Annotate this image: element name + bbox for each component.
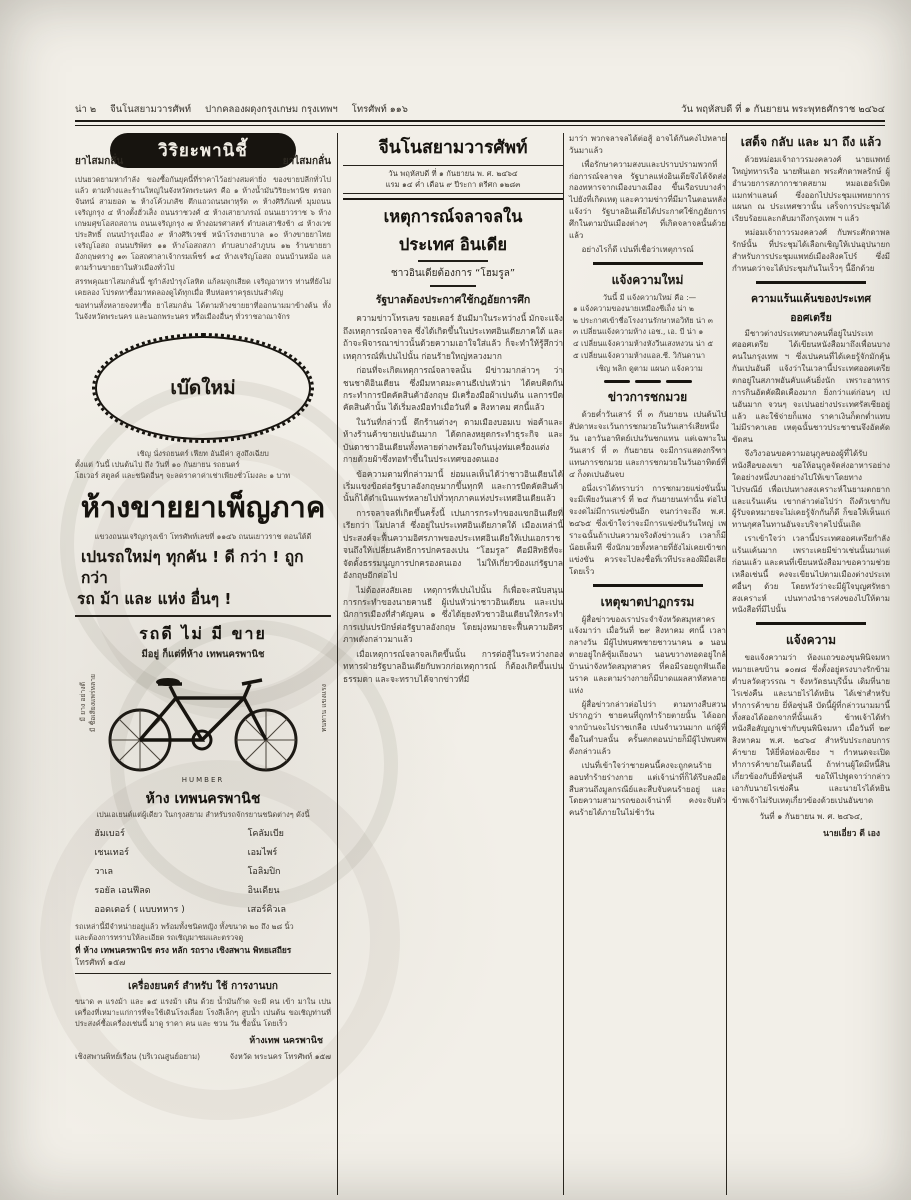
new-notices-intro: วันนี้ มี แจ้งความใหม่ คือ :— bbox=[602, 292, 697, 302]
bike-ad-headline: รถดี ไม่ มี ขาย bbox=[139, 623, 267, 643]
masthead-rule bbox=[343, 198, 563, 200]
car-slogan-1: เปนรถใหม่ๆ ทุกคัน ! ดี กว่า ! ถูก กว่า bbox=[81, 548, 304, 588]
section-divider-rule bbox=[756, 622, 866, 625]
austria-headline-1: ความแร้นแค้นของประเทศ bbox=[750, 292, 872, 305]
boxing-headline: ข่าวการชกมวย bbox=[607, 390, 688, 405]
car-ad-line2: ตั้งแต่ วันนี้ เปนต้นไป ถึง วันที่ ๑๐ กันยายน รถยนตร์ bbox=[75, 460, 240, 470]
ads-column bbox=[75, 133, 331, 1195]
viriya-ad-banner: วิริยะพานิชี้ bbox=[110, 133, 296, 168]
masthead-date-1: วัน พฤหัสบดี ที่ ๑ กันยายน พ. ศ. ๒๔๖๔ bbox=[388, 169, 518, 178]
ad-divider-rule bbox=[75, 615, 331, 617]
austria-paragraph: มีชาวต่างประเทศบางคนที่อยู่ในประเทศออศเตรีย ได้เขียนหนังสือมาถึงเพื่อนบางคนในกรุงเทพ ฯ ซึ่งเปนคนที่ได้เคยรู้จักมักคุ้นกันเปนอันดี แจ้งว่าในเวลานี้ประเทศออศเตรียตกอยู่ในสภาพอันคับแค้นยิ่งนัก เพราะอาหารการกินอัตคัดฝืดเคืองมาก ยิ่งกว่าแต่ก่อนๆ เปนอันมาก จวนๆ จะเปนอย่างประเทศรัสเซียอยู่แล้ว และใช้จ่ายก็แพง ราคาเงินก็ตกต่ำแทบไม่มีราคาเลย เหตุฉนั้นชาวประชาชนจึงอัตคัดขัดสน bbox=[732, 328, 890, 445]
austria-headline-2: ออศเตรีย bbox=[790, 311, 832, 324]
murder-headline: เหตุฆาตปาฏกรรม bbox=[600, 594, 695, 609]
decorative-rule bbox=[569, 380, 726, 384]
austria-paragraph: เราเข้าใจว่า เวลานี้ประเทศออศเตรียกำลังแร้นแค้นมาก เพราะเคยมีข่าวเช่นนั้นมาแต่ก่อนแล้ว และคนที่เขียนหนังสือมาขอความช่วยเหลือเช่นนี้ คงจะเขียนไปตามเมืองต่างประเทศอื่นๆ ด้วย โดยหวังว่าจะมีผู้ใจบุญศรัทธาสงเคราะห์ เปนทางนำธารส่งของไปให้ตามหนังสือที่มีไปนั้น bbox=[732, 534, 890, 615]
masthead: จีนโนสยามวารศัพท์ bbox=[378, 138, 528, 158]
bike-brand-caption: HUMBER bbox=[181, 775, 225, 784]
brand-left: วาเล bbox=[94, 867, 114, 878]
page-number: น่า ๒ bbox=[75, 104, 97, 115]
bike-after-2: และต้องการทราบให้ละเอียด รถเชิญมาชมและตรวจดู bbox=[75, 932, 244, 942]
announcement-body: ขอแจ้งความว่า ห้องแถวของขุนพินิจมหา หมายเลขบ้าน ๑๐๗๘ ซึ่งตั้งอยู่ตรงบางรักข้าม ตำบลวัดสุวรรณ ฯ จังหวัดธนบุรีนั้น เดิมที่นายไรเช่งคืน และนายไรได้หยิน ได้เช่าสำหรับทำการค้าขาย ยี่ห้อซุ่นลี บัดนี้ผู้ที่กล่าวนามมานี้ทั้งสองได้ออกจากที่นั้นแล้ว ข้าพเจ้าได้ทำหนังสือสัญญาเช่ากับขุนพินิจมหา เมื่อวันที่ ๒๙ สิงหาคม พ.ศ. ๒๔๖๔ สำหรับประกอบการค้าขาย ให้ยี่ห้อห่องเซียง ฯ กำหนดจะเปิดทำการค้าขายในเดือนนี้ ถ้าท่านผู้ใดมีหนี้สินเกี่ยวข้องกับยี่ห้อซุ่นลี ขอให้ไปพูดจาว่ากล่าวเอากับนายไรเช่งคืน และนายไรได้หยิน ข้าพเจ้าไม่รับเหตุเกี่ยวข้องด้วยเปนอันขาด bbox=[732, 653, 890, 805]
phenphak-shop-sub: แขวงถนนเจริญกรุงเข้า โทรศัพท์เลขที่ ๑๑๔๖ ถนนเยาวราช ตอนใต้ดี bbox=[94, 532, 312, 542]
india-cont-paragraph: มาว่า พวกจลาจลได้ต่อสู้ อาจได้กันคงไปหลายวันมาแล้ว bbox=[569, 134, 726, 155]
store-intro: เปนเอเยนต์แต่ผู้เดียว ในกรุงสยาม สำหรับรถจักรยานชนิดต่างๆ ดังนี้ bbox=[96, 809, 310, 819]
announcement-signature: นายเอี่ยว ตี เอง bbox=[823, 829, 880, 840]
india-paragraph: ในวันที่กล่าวนี้ ตึกร้านต่างๆ ตามเมืองบอมเบ พ่อค้าและห้างร้านค้าขายเปนอันมาก ได้ตกลงหยุดกระทำธุระกิจ และบันดาชาวอินเดียนทั้งหลายต่างพร้อมใจกันนุ่งห่มเครื่องแต่งกายด้วยผ้าซึ่งทอทำขึ้นในประเทศของตนเอง bbox=[343, 416, 563, 465]
viriya-ad-body3: ขอท่านทั้งหลายจงหาซื้อ ยาไสมกลั่น ได้ตามห้างขายยาที่ออกนามมาข้างต้น ทั้งในจังหวัดพระนคร และนอกพระนคร หรือเมืองอื่นๆ ทั่วราชอาณาจักร bbox=[75, 301, 331, 322]
brand-right: โอลิมปิก bbox=[247, 867, 281, 878]
car-slogan-2: รถ ม้า และ แห่ง อื่นๆ ! bbox=[77, 590, 232, 609]
boxing-paragraph: อนึ่งเราได้ทราบว่า การชกมวยแข่งขันนั้น จะมีเพียงวันเสาร์ ที่ ๒๔ กันยายนเท่านั้น ต่อไปจะงดไม่มีการแข่งขันอีก จนกว่าจะถึง พ.ศ. ๒๔๖๕ ซึ่งเข้าใจว่าจะมีการแข่งขันวันใหญ่ เพราะฉนั้นถ้าเปนความจริงดังข่าวแล้ว เวลาก็มีน้อยเต็มที ซึ่งนักมวยทั้งหลายที่ยังไม่เคยเข้าชกแข่งขัน ควรจะไปลงชื่อที่เวทีประลองฝีมือเสียโดยเร็ว bbox=[569, 483, 726, 576]
brand-row bbox=[92, 844, 313, 861]
notice-item: ๔ เปลี่ยนแจ้งความห้างหังวีนเสงหงวน น่า ๕ bbox=[573, 339, 714, 349]
header-divider-rule bbox=[75, 120, 885, 126]
paper-address: ปากคลองผดุงกรุงเกษม กรุงเทพฯ bbox=[205, 104, 338, 115]
brand-left: รอยัล เอนฟีลด bbox=[94, 886, 151, 897]
india-headline-1: เหตุการณ์จลาจลใน bbox=[383, 206, 523, 226]
masthead-date-2: แรม ๑๔ ค่ำ เดือน ๙ ปีระกา ตรีศก ๑๒๘๓ bbox=[385, 180, 521, 190]
car-ad-line3: โฮเวอร์ สตูลค์ และชนิดอื่นๆ จะลดราคาค่าเช่าเพียงชั่วโมงละ ๑ บาท bbox=[75, 471, 291, 481]
section-divider-rule bbox=[593, 262, 703, 265]
india-subhead-2: รัฐบาลต้องประกาศใช้กฎอัยการศึก bbox=[375, 294, 531, 307]
engine-addr-left: เชิงสพานพิทย์เรือน (บริเวณสูนย์อยาม) bbox=[75, 1052, 201, 1062]
royal-return-headline: เสด็จ กลับ และ มา ถึง แล้ว bbox=[740, 135, 882, 149]
phenphak-shop-name: ห้างขายยาเพ็ญภาค bbox=[80, 490, 326, 525]
viriya-ad-body2: สรรพคุณยาไสมกลั่นนี้ ชูกำลังบำรุงโลหิต แก้ลมจุกเสียด เจริญอาหาร ท่านที่ยังไม่เคยลอง โปรดหาซื้อมาทดลองดูได้ทุกเมื่อ หีบห่อตราครุธเปนสำคัญ bbox=[75, 276, 331, 297]
new-notices-footer: เชิญ พลิก ดูตาม แผนก แจ้งความ bbox=[596, 364, 703, 374]
announcement-headline: แจ้งความ bbox=[785, 633, 837, 648]
brand-left: ออดเตอร์ ( แบบทหาร ) bbox=[94, 905, 185, 916]
engine-ad-headline: เครื่องยนตร์ สำหรับ ใช้ การงานบก bbox=[128, 981, 278, 993]
engine-addr-right: จังหวัด พระนคร โทรศัพท์ ๑๕๗ bbox=[229, 1052, 331, 1062]
car-ad-line1: เชิญ นั่งรถยนตร์ เฟียท อันมีค่า สูงถึงเฉียบ bbox=[137, 449, 269, 459]
bike-ad-subhead: มีอยู่ ก็แต่ที่ห้าง เทพนครพานิช bbox=[141, 648, 265, 660]
india-cont-paragraph: อย่างไรก็ดี เปนที่เชื่อว่าเหตุการณ์ bbox=[581, 244, 694, 254]
india-cont-paragraph: เพื่อรักษาความสงบและปราบปรามพวกที่ก่อการณ์จลาจล รัฐบาลแห่งอินเดียจึงได้จัดส่งกองทหารจากเมืองบางเมือง ขึ้นเรือรบบางลำไปยังที่เกิดเหตุ และความข่าวที่มีมาในตอนหลังแจ้งว่า รัฐบาลอินเดียได้ประกาศใช้กฎอัยการศึกในตามบันเมืองต่างๆ ที่เกิดจลาจลนั้นด้วยแล้ว bbox=[569, 159, 726, 240]
brand-right: อินเดียน bbox=[247, 886, 280, 897]
brand-right: เสอร์คิวเล bbox=[247, 905, 287, 916]
boxing-paragraph: ด้วยค่ำวันเสาร์ ที่ ๓ กันยายน เปนต้นไป สัปดาหะจะเว้นการชกมวยในวันเสาร์เสียหนึ่งวัน เอาวันอาทิตย์เปนวันชกแทน แต่เฉพาะในวันเสาร์ ที่ ๓ กันยายน จะมีการแสดงกรีฑาแทนการชกมวย และการชกมวยในวันอาทิตย์ที่ ๔ ก็งดเปนอันจบ bbox=[569, 410, 726, 479]
new-arrival-badge bbox=[92, 333, 314, 443]
main-news-column bbox=[337, 133, 563, 1195]
store-title: ห้าง เทพนครพานิช bbox=[145, 790, 261, 807]
headline-rule bbox=[418, 260, 488, 262]
brand-row bbox=[92, 901, 313, 918]
india-paragraph: ความข่าวโทรเลข รอยเตอร์ อันมีมาในระหว่างนี้ มักจะแจ้งถึงเหตุการณ์จลาจล ซึ่งได้เกิดขึ้นในประเทศอินเดียภาคใต้ และถ้าจะพิจารณาข่าวนั้นด้วยความเอาใจใส่แล้ว ก็จะทำให้รู้สึกว่าเหตุการณ์ที่เปนไปนั้น ก่อนร้ายใหญ่หลวงมาก bbox=[343, 313, 563, 361]
brand-left: เชนเทอร์ bbox=[94, 848, 129, 859]
india-paragraph: ก่อนที่จะเกิดเหตุการณ์จลาจลนั้น มีข่าวมากล่าวๆ ว่า ชนชาติอินเดียน ซึ่งมีมหาตมะคานธีเปนหัวน่า ได้คบคิดกันกระทำการบีดคัดสินค้าอังกฤษ มีเครื่องมือผ้าเปนต้น แลการบีดคัดสินค้านั้น ได้เริ่มลงมือทำเมื่อวันที่ ๑ สิงหาคม ศกนี้แล้ว bbox=[343, 365, 563, 413]
announcement-date: วันที่ ๑ กันยายน พ. ศ. ๒๔๖๔, bbox=[759, 812, 863, 822]
notice-item: ๕ เปลี่ยนแจ้งความห้างแอล.ซี. วิกันดานา bbox=[573, 350, 706, 360]
paper-phone: โทรศัพท์ ๑๑๖ bbox=[351, 104, 408, 115]
india-paragraph: ข้อความตามที่กล่าวมานี้ ย่อมแลเห็นได้ว่าชาวอินเดียนได้เริ่มแขงข้อต่อรัฐบาลอังกฤษมากขึ้นทุกที และการบีดคัดสินค้านั้นก็ได้ดำเนินแพร่หลายไปทั่วทุกภาคแห่งประเทศอินเดียแล้ว bbox=[343, 468, 563, 504]
paper-name: จีนโนสยามวารศัพท์ bbox=[110, 104, 192, 115]
notice-item: ๓ เปลี่ยนแจ้งความห้าง เอช., เอ. บี น่า ๑ bbox=[573, 327, 704, 337]
news-column-3 bbox=[563, 133, 726, 1195]
bike-after-1: รถเหล่านี้มีจำหน่ายอยู่แล้ว พร้อมทั้งชนิดหญิง ทั้งขนาด ๒๐ ถึง ๒๘ นิ้ว bbox=[75, 921, 294, 931]
engine-ad-address bbox=[75, 1051, 331, 1063]
new-arrival-badge-text: เบ๊ดใหม่ bbox=[170, 377, 236, 400]
austria-paragraph: จึงวิงวอนขอความอนุกูลของผู้ที่ได้รับหนังสือของเขา ขอให้อนุกูลจัดส่งอาหารอย่างใดอย่างหนึ่งบางอย่างไปให้เขาโดยทางไปรษณีย์ เพื่อเปนทางสงเคราะห์ในยามตกยากและแร้นแค้น เขากล่าวต่อไปว่า ถึงตัวเขากับผู้รับจดหมายจะไม่เคยรู้จักกันก็ดี ก็ขอให้เห็นแก่ทานกุศลในทานอันจะบริจาคไปนั้นเถิด bbox=[732, 449, 890, 530]
brand-right: เอมไพร์ bbox=[247, 848, 278, 859]
masthead-datebox bbox=[343, 165, 563, 194]
brand-row bbox=[92, 825, 313, 842]
murder-paragraph: ผู้สื่อข่าวของเราประจำจังหวัดสมุทสาคร แจ้งมาว่า เมื่อวันที่ ๒๙ สิงหาคม ศกนี้ เวลากลางวัน มีผู้ไปพบศพชายชาวนาคน ๑ นอนตายอยู่ใกล้ซุ้มเถียงนา นอนขวางทอดอยู่ใกล้บ้านน่าจังหวัดสมุทสาคร ที่คอมีรอยถูกฟันเถือนราค และตามร่างกายก็มีบาดแผลสาหัสหลายแห่ง bbox=[569, 614, 726, 695]
notice-item: ๑ แจ้งความของนายเหมืองชีเถ็ง น่า ๒ bbox=[573, 304, 694, 314]
viriya-left-label: ยาไสมกลั่น bbox=[75, 156, 124, 167]
engine-ad-body: ขนาด ๓ แรงม้า และ ๑๕ แรงม้า เดิน ด้วย น้ำมันก๊าด จะมี คน เข้า มาใน เปนเครื่องที่เหมาะแก่การที่จะใช้เดินโรงเลื่อย โรงสีเล็กๆ สูบน้ำ เปนต้น ขอเชิญท่านที่ประสงค์ซื้อเครื่องเช่นนี้ มาดู ราคา คน และ ชวน วัน ซื้อนั้น โดยเร็ว bbox=[75, 997, 331, 1029]
header-date: วัน พฤหัสบดี ที่ ๑ กันยายน พระพุทธศักราช ๒๔๖๔ bbox=[681, 104, 885, 115]
viriya-ad-body: เปนยวดยามหากำลัง ของซื้อกันยุคนี้ที่ราคาไว้อย่างสมค่ายิ่ง ของขายปลีกทั่วไปแล้ว ตามห้างและร้านใหญ่ในจังหวัดพระนคร คือ ๑ ห้างน้ำมันวิริยะพานิช ตรอกจันทน์ สามยอด ๒ ห้างโค้วเภสัช ตึกแถวถนนพาหุรัด ๓ ห้างศิริภัณฑ์ มุมถนนเจริญกรุง ๔ ห้างตั้งฮั่วเส็ง ถนนราชวงศ์ ๕ ห้างเสายาภรณ์ ถนนเยาวราช ๖ ห้างเกษมศุขโอสถสถาน ถนนเจริญกรุง ๗ ห้างอมรศาสตร์ ตำบลเสาชิงช้า ๘ ห้างเวชประสิทธิ์ ถนนบำรุงเมือง ๙ ห้างศิริเวชช์ หน้าโรงพยาบาล ๑๐ ห้างขายยาไทยเจริญโอสถ ถนนบริพัตร ๑๑ ห้างโอสถสภา ตำบลบางลำภูบน ๑๒ ร้านขายยาอังกฤษตรางู ๑๓ โอสถศาลาเจ้ากรมเพ็ชร์ ๑๔ ห้างเจริญโอสถ ถนนบ้านหม้อ แลตามร้านขายยาในหัวเมืองทั่วไป bbox=[75, 175, 331, 272]
bicycle-figure bbox=[75, 664, 331, 784]
running-header bbox=[75, 102, 885, 117]
section-divider-rule bbox=[756, 281, 866, 284]
india-headline-2: ประเทศ อินเดีย bbox=[398, 235, 508, 255]
brand-right: โคลัมเบีย bbox=[247, 829, 284, 840]
subhead-rule bbox=[430, 285, 476, 287]
murder-paragraph: เปนที่เข้าใจว่าชายคนนี้คงจะถูกคนร้ายลอบทำร้ายร่างกาย แต่เจ้าน่าที่ก็ได้รีบลงมือสืบสวนถึงมูลกรณีย์และสืบจับคนร้ายอยู่ และโดยความสามารถของเจ้าน่าที่ คงจะจับตัวคนร้ายได้ภายในไม่ช้าวัน bbox=[569, 760, 726, 818]
bike-side-note-2: มี ชื่อเสียงแพร่หลาย bbox=[89, 673, 97, 733]
india-paragraph: ไม่ต้องสงสัยเลย เหตุการที่เปนไปนั้น ก็เพื่อจะสนับสนุนการกระทำของนายคานธี ผู้เปนหัวน่าชาวอินเดียน และเปนนักการเมืองที่สำคัญคน ๑ ซึ่งได้ยุยงหัวชาวอินเดียนให้กระทำการเปนปรปักษ์ต่อรัฐบาลอังกฤษ โดยมุ่งหมายจะฟื้นความอิศรภาพดังกล่าวมาแล้ว bbox=[343, 584, 563, 645]
viriya-right-label: ยาไสมกลั่น bbox=[282, 156, 331, 167]
bicycle-illustration bbox=[98, 664, 308, 776]
royal-return-paragraph: หม่อมเจ้าถาวรมงคลวงศ์ กับพระศักดาพลรักษ์นั้น ที่ประชุมได้เลือกเชิญให้เปนอุปนายก สำหรับการประชุมแพทย์เมืองสิงคโปร์ ซึ่งมีกำหนดว่าจะได้ประชุมกันในเร็วๆ นี้อีกด้วย bbox=[732, 228, 890, 273]
section-divider-rule bbox=[593, 584, 703, 587]
engine-ad-signature: ห้างเทพ นครพานิช bbox=[249, 1036, 323, 1047]
bike-where: ที่ ห้าง เทพนครพานิช ตรง หลัก รถราง เชิงสพาน พิทยเสถียร bbox=[75, 944, 292, 955]
murder-paragraph: ผู้สื่อข่าวกล่าวต่อไปว่า ตามทางสืบสวนปรากฏว่า ชายคนที่ถูกทำร้ายตายนั้น ได้ออกจากบ้านจะไปราชเกลือ เปนจำนวนมาก แก่ผู้ที่ซื้อในตำบลนั้น ครั้นตกตอนบ่ายก็มีผู้ไปพบศพดังกล่าวแล้ว bbox=[569, 699, 726, 756]
brand-left: ฮัมเบอร์ bbox=[94, 829, 125, 840]
news-column-4 bbox=[726, 133, 890, 1195]
ad-divider-rule bbox=[75, 973, 331, 974]
notice-item: ๒ ประกาศเข้าชื่อโรงงานรักษาหอวิทัย น่า ๓ bbox=[573, 315, 713, 325]
royal-return-paragraph: ด้วยหม่อมเจ้าถาวรมงคลวงศ์ นายแพทย์ใหญ่ทหารเรือ นายพันเอก พระศักดาพลรักษ์ ผู้อำนวยการสภากาชาดสยาม หมอเฮอร์เบิต แมกฟาแลนด์ ซึ่งออกไปประชุมแพทยาการแผนก ณ ประเทศชวานั้น เสร็จการประชุมได้เรียบร้อยและกลับมาถึงกรุงเทพ ฯ แล้ว bbox=[732, 155, 890, 224]
bike-side-note-3: ทนทาน แขงแรง bbox=[320, 683, 328, 732]
india-subhead-1: ชาวอินเดียต้องการ “โฮมรูล” bbox=[390, 268, 516, 280]
bike-brand-table bbox=[90, 823, 315, 920]
bike-side-note-1: มี ยาง อย่างดี bbox=[79, 681, 87, 722]
bike-phone: โทรศัพท์ ๑๕๗ bbox=[75, 957, 126, 968]
india-paragraph: เมื่อเหตุการณ์จลาจลเกิดขึ้นนั้น การต่อสู้ในระหว่างกองทหารฝ่ายรัฐบาลอินเดียกับพวกก่อเหตุการณ์ ก็ต้องเกิดขึ้นเปนธรรมดา และจะทราบได้จากข่าวที่มี bbox=[343, 648, 563, 684]
new-notices-headline: แจ้งความใหม่ bbox=[611, 272, 684, 287]
brand-row bbox=[92, 882, 313, 899]
brand-row bbox=[92, 863, 313, 880]
india-paragraph: การจลาจลที่เกิดขึ้นครั้งนี้ เปนการกระทำของแขกอินเดียที่เรียกว่า โมปลาส์ ซึ่งอยู่ในประเทศอินเดียภาคใต้ เมืองเหล่านี้ประสงค์จะฟื้นความอิศรภาพของประเทศอินเดียให้เปนเอกราช จนถึงให้เปลี่ยนลัทธิการปกครองเปน “โฮมรูล” คือมีสิทธิที่จะจัดตั้งธรรมนูญการปกครองตนเอง ไม่ให้เกี่ยวข้องแก่รัฐบาลอังกฤษอีกต่อไป bbox=[343, 507, 563, 581]
